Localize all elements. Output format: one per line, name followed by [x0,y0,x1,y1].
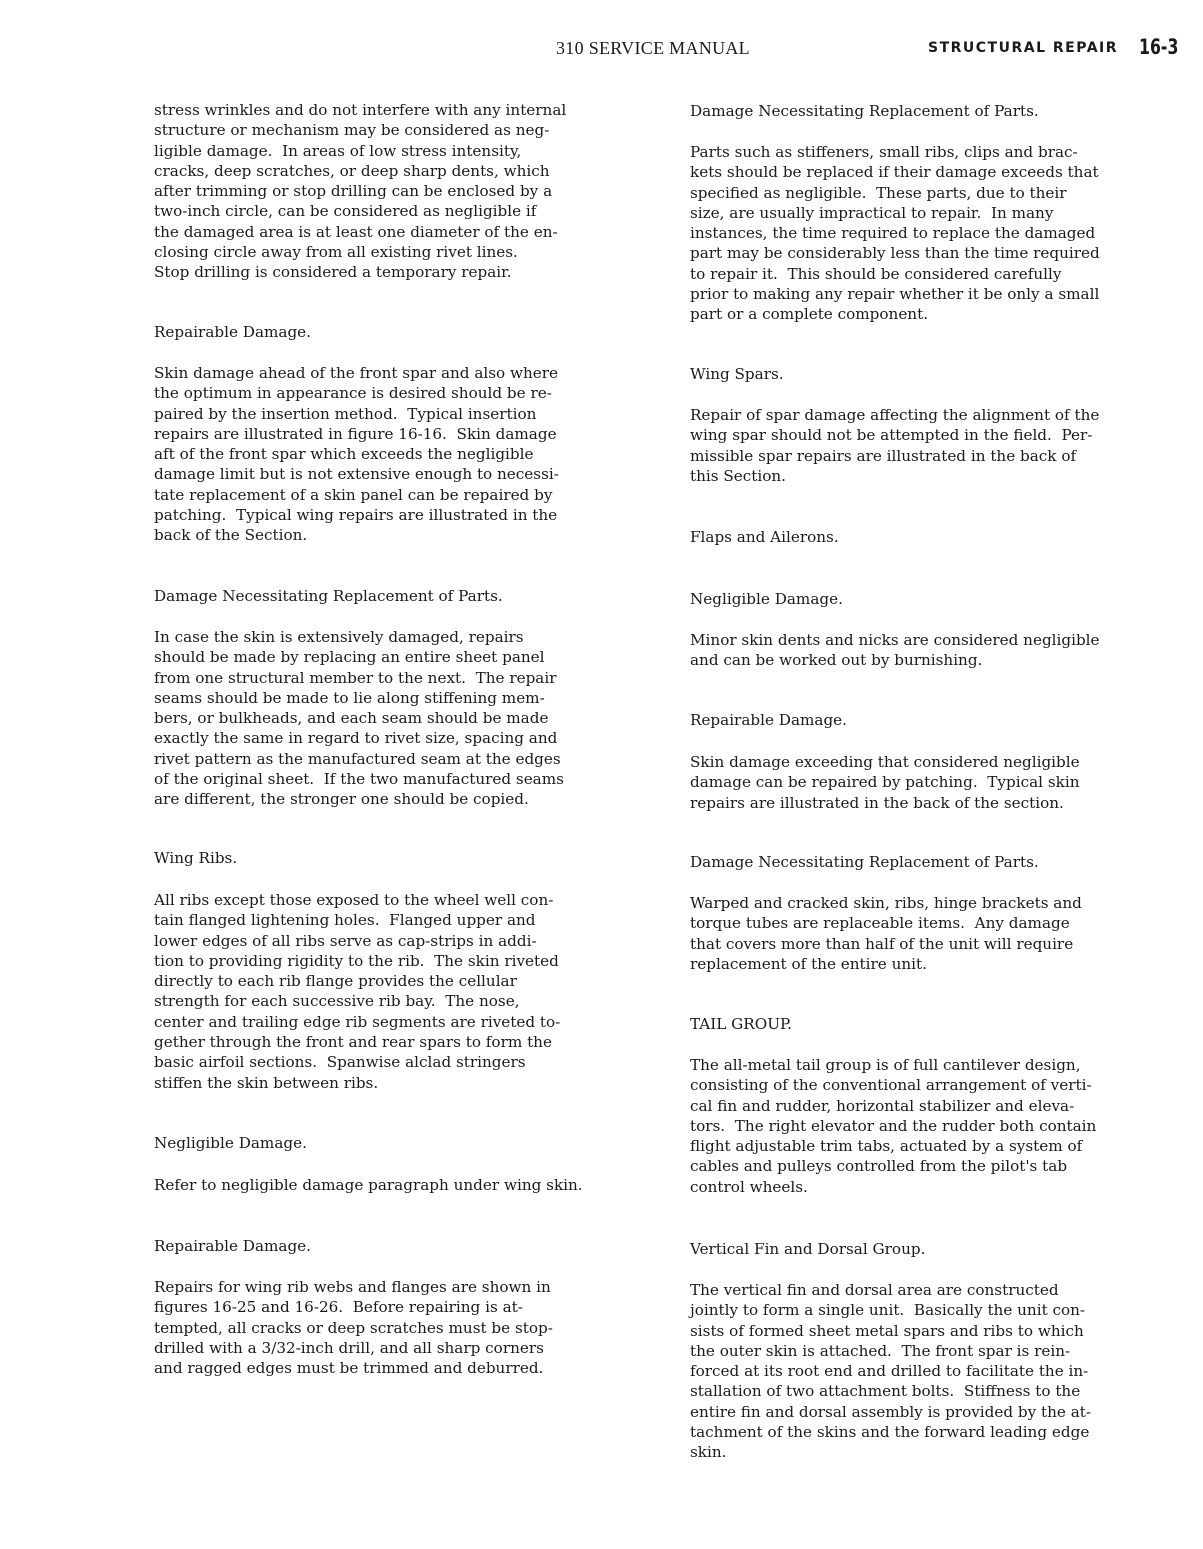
parts-replacement-paragraph: Parts such as stiffeners, small ribs, clips and brac- kets should be replaced if their damage exceeds that specified as negligible. These parts, due to their size, are usually impractical to repair. In many instances, the time required to replace the damaged part may be considerably less than the time required to repair it. This should be considered carefully prior to making any repair whether it be only a small part or a complete component. [690,143,1100,324]
wing-ribs-heading: Wing Ribs. [154,849,238,867]
flaps-negligible-damage-heading: Negligible Damage. [690,590,843,608]
vertical-fin-paragraph: The vertical fin and dorsal area are constructed jointly to form a single unit. Basically the unit con- sists of formed sheet metal spars and ribs to which the outer skin is attached. The front spar is rein- forced at its root end and drilled to facilitate the in- stallation of two attachment bolts. Stiffness to the entire fin and dorsal assembly is provided by the at- tachment of the skins and the forward leading edge skin. [690,1281,1092,1462]
vertical-fin-heading: Vertical Fin and Dorsal Group. [690,1240,926,1258]
ribs-negligible-damage-paragraph: Refer to negligible damage paragraph under wing skin. [154,1176,583,1194]
replacement-heading: Damage Necessitating Replacement of Parts. [154,587,503,605]
flaps-replacement-heading: Damage Necessitating Replacement of Parts. [690,853,1039,871]
page-number: 16-3 [1139,35,1179,59]
wing-ribs-paragraph: All ribs except those exposed to the wheel well con- tain flanged lightening holes. Flanged upper and lower edges of all ribs serve as cap-strips in addi- tion to providing rigidity to the rib. The skin riveted directly to each rib flange provides the cellular strength for each successive rib bay. The nose, center and trailing edge rib segments are riveted to- gether through the front and rear spars to form the basic airfoil sections. Spanwise alclad stringers stiffen the skin between ribs. [154,891,561,1092]
ribs-negligible-damage-heading: Negligible Damage. [154,1134,307,1152]
flaps-negligible-damage-paragraph: Minor skin dents and nicks are considered negligible and can be worked out by burnishing. [690,631,1100,670]
repairable-damage-paragraph: Skin damage ahead of the front spar and also where the optimum in appearance is desired should be re- paired by the insertion method. Typical insertion repairs are illustrated in figure 16-16. Skin damage aft of the front spar which exceeds the negligible damage limit but is not extensive enough to necessi- tate replacement of a skin panel can be repaired by patching. Typical wing repairs are illustrated in the back of the Section. [154,364,559,545]
flaps-repairable-damage-paragraph: Skin damage exceeding that considered negligible damage can be repaired by patching. Typical skin repairs are illustrated in the back of the section. [690,753,1080,812]
parts-replacement-heading: Damage Necessitating Replacement of Parts. [690,102,1039,120]
wing-spars-paragraph: Repair of spar damage affecting the alignment of the wing spar should not be attempted in the field. Per- missible spar repairs are illustrated in the back of this Section. [690,406,1100,485]
flaps-replacement-paragraph: Warped and cracked skin, ribs, hinge brackets and torque tubes are replaceable items. Any damage that covers more than half of the unit will require replacement of the entire unit. [690,894,1082,973]
replacement-paragraph: In case the skin is extensively damaged, repairs should be made by replacing an entire sheet panel from one structural member to the next. The repair seams should be made to lie along stiffening mem- bers, or bulkheads, and each seam should be made exactly the same in regard to rivet size, spacing and rivet pattern as the manufactured seam at the edges of the original sheet. If the two manufactured seams are different, the stronger one should be copied. [154,628,564,809]
flaps-ailerons-heading: Flaps and Ailerons. [690,528,839,546]
repairable-damage-heading: Repairable Damage. [154,323,311,341]
flaps-repairable-damage-heading: Repairable Damage. [690,711,847,729]
tail-group-heading: TAIL GROUP. [690,1015,792,1033]
intro-paragraph: stress wrinkles and do not interfere with any internal structure or mechanism may be considered as neg- ligible damage. In areas of low stress intensity, cracks, deep scratches, or deep sharp dents, which after trimming or stop drilling can be enclosed by a two-inch circle, can be considered as negligible if the damaged area is at least one diameter of the en- closing circle away from all existing rivet lines. Stop drilling is considered a temporary repair. [154,101,567,282]
page-header [0,35,1203,68]
wing-spars-heading: Wing Spars. [690,365,784,383]
manual-title: 310 SERVICE MANUAL [556,38,750,58]
section-title: STRUCTURAL REPAIR [928,40,1119,56]
ribs-repairable-damage-heading: Repairable Damage. [154,1237,311,1255]
tail-group-paragraph: The all-metal tail group is of full cantilever design, consisting of the conventional arrangement of verti- cal fin and rudder, horizontal stabilizer and eleva- tors. The right elevator and the rudder both contain flight adjustable trim tabs, actuated by a system of cables and pulleys controlled from the pilot's tab control wheels. [690,1056,1097,1196]
ribs-repairable-damage-paragraph: Repairs for wing rib webs and flanges are shown in figures 16-25 and 16-26. Before repairing is at- tempted, all cracks or deep scratches must be stop- drilled with a 3/32-inch drill, and all sharp corners and ragged edges must be trimmed and deburred. [154,1278,553,1378]
